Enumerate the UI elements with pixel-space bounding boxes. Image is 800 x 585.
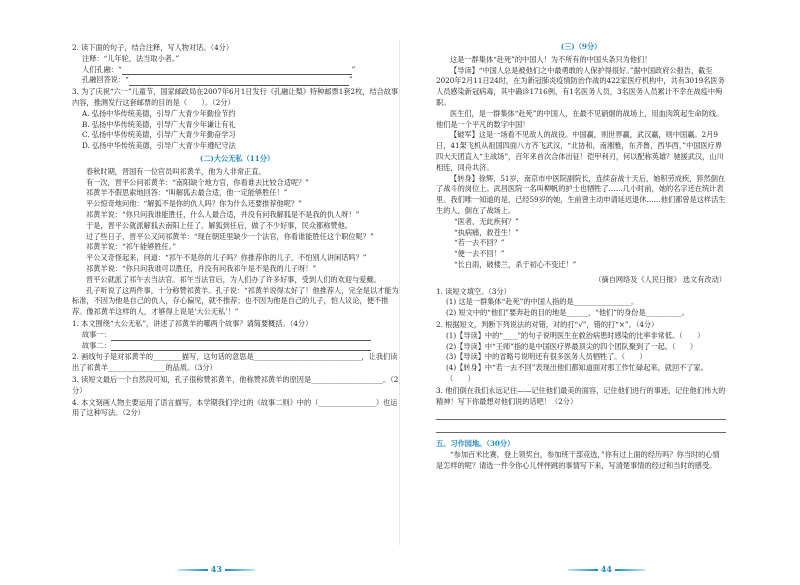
q2-line3: 孔融回答说：“ ” xyxy=(82,75,353,85)
section2-para-9: 平公又奇怪起来，问道：“祁午不是你的儿子吗？你推荐你的儿子，不怕别人讲闲话吗？” xyxy=(86,253,367,263)
poem-line-2: “执病痛，救苍生！” xyxy=(454,227,519,237)
section2-title: (二)大公无私（11分） xyxy=(199,153,275,163)
page-number-left xyxy=(178,563,255,575)
section2-para-12: 孔子听说了这两件事，十分称赞祁黄羊。孔子说：“祁黄羊说得太好了！他推荐人，完全是以才能为标准，不因为他是自己的仇人，存心偏见，就不推荐；也不因为他是自己的儿子，怕人议论，便不推荐。像祁黄羊这样的人，才够得上说是‘大公无私’！” xyxy=(72,285,399,317)
qb2-item-2: (2)【导读】中“王师”指的是中国医疗界最顶尖的四个团队聚到了一起。（ ） xyxy=(446,341,698,351)
section2-para-6: 于是，晋平公就派解狐去南阳上任了。解狐到任后，做了不少好事，民众都称赞他。 xyxy=(86,220,352,230)
qb1-item-1: (1) 这是一群集体“赴死”的中国人指的是________________。 xyxy=(446,297,639,307)
qb2-item-1: (1)【导读】中的“____”的句子说明医生在救治病患时感染的比率非常低。（ ） xyxy=(446,330,705,340)
q3-option-d: D. 弘扬中华传统美德，引导广大青少年遵纪守法 xyxy=(82,141,236,151)
section3-poem xyxy=(436,217,726,271)
page-number-right xyxy=(568,563,645,575)
section3-p2: 医生们，是一群集体“赴死”的中国人，在最不见硝烟的战场上，用血肉筑起生命防线。他们是一个平凡的数字中国！ xyxy=(436,108,724,129)
qa2-text: 2. 画线句子是对祁黄羊的________描写，这句话的意思是______________________________，让我们读出了祁黄羊________________的品质。（3分） xyxy=(72,352,398,373)
page-number-deco-left-2 xyxy=(568,569,598,571)
left-column xyxy=(72,42,400,419)
poem-line-5: “长白雨，破楼兰，杀于初心不变迁！” xyxy=(454,259,577,269)
section3-p1-body: “中国人总是被他们之中最勇敢的人保护得很好。”据中国政府公报告，截至2020年2月11日24时，在为新冠肺炎疫情防治作战的422家医疗机构中，共有3019名医务人员感染新冠病毒，其中确诊1716例，有1名医务人员，3名医务人员累计不幸在战疫中殉职。 xyxy=(436,65,725,107)
page-number-deco-right-2 xyxy=(615,569,645,571)
q3-option-a: A. 弘扬中华传统美德，引导广大青少年勤俭节约 xyxy=(82,108,236,118)
tag-pojun: 【破军】 xyxy=(450,130,479,140)
right-page xyxy=(400,0,800,585)
tag-daodu: 【导读】 xyxy=(450,65,479,75)
section2-para-8: 祁黄羊说：“祁午能够胜任。” xyxy=(86,242,177,252)
section3-p3 xyxy=(436,130,726,173)
qb1-item-2: (2) 短文中的“他们”要奔赴的目的地是______，“他们”的身份是__________。 xyxy=(446,308,689,318)
qb3-answer-line-1 xyxy=(436,407,726,420)
qa3-text: 3. 读短文最后一个自然段可知，孔子很称赞祁黄羊，他称赞祁黄羊的原因是____________________。（2分） xyxy=(72,374,399,395)
qa1-title: 1. 本文围绕“大公无私”，讲述了祁黄羊的哪两个故事？请简要概括。（4分） xyxy=(72,318,313,328)
section5-body: “参加百米比赛，登上领奖台，参加班干部竞选，”你有过上面的经历吗？你当时的心情是怎样的呢？请选一件令你心儿怦怦跳的事情写下来，写清楚事情的经过和当时的感受。 xyxy=(436,450,720,470)
page-number-deco-left xyxy=(178,569,208,571)
qa1-story2: 故事二： xyxy=(72,341,400,352)
q3-title: 3. 为了庆祝“六一”儿童节，国家邮政局在2007年6月1日发行《孔融让梨》特种邮票1套2枚，结合故事内容，推测发行这套邮票的目的是（ ）。（2分） xyxy=(72,87,399,107)
poem-line-3: “若一去不回？” xyxy=(454,238,505,248)
page-number-left-text: 43 xyxy=(210,564,222,574)
qa4-text: 4. 本文刻画人物主要运用了语言描写，本学期我们学过的《故事二则》中的（________________）也运用了这种写法。（2分） xyxy=(72,397,398,418)
section2-para-7: 过了些日子，晋平公又问祁黄羊：“现在朝廷里缺少一个法官，你看谁能胜任这个职位呢？” xyxy=(86,231,374,241)
section2-para-10: 祁黄羊说：“你只问我谁可以胜任，并没有问我祁午是不是我的儿子呀！” xyxy=(86,263,317,273)
poem-line-1: “医者，无此疾何？” xyxy=(454,216,519,226)
section3-p4 xyxy=(436,174,726,217)
section3-source: （摘自网络及《人民日报》 选文有改动） xyxy=(594,274,726,284)
qb3-title: 3. 他们倒在我们永远记住——记住他们最美的面容，记住他们进行的事迹，记住他们伟大的精神！写下你最想对他们说的话吧！（2分） xyxy=(436,385,726,406)
q3-options xyxy=(72,109,400,152)
q2-title: 2. 读下面的句子，结合注释，写人物对话。（4分） xyxy=(72,43,234,52)
page-number-right-text: 44 xyxy=(600,564,612,574)
qb2-item-4: (4)【转身】中“若一去不回”表现出他们都知道面对那工作忙碌起来，就回不了家。（ ） xyxy=(446,363,708,383)
qb3-answer-line-2 xyxy=(436,420,726,433)
section3-p3-body: 这是一场看不见敌人的战役。中国赢，则世界赢，武汉赢，则中国赢。2月9日，41架飞机从祖国四面八方齐飞武汉，“北协和，南湘雅，东齐鲁，西华西，”中国医疗界四大天团直入“主战场”，百年来首次合体出征！铠甲利刃，何以配称英雄？驰援武汉，山川相连，同舟共济。 xyxy=(436,130,724,172)
poem-line-4: “便一去不回！” xyxy=(454,249,505,259)
section5-title: 五、习作园地。（30分） xyxy=(436,439,515,449)
section3-lead: 这是一群集体“赴死”的中国人！为不所有的中国头条只为他们！ xyxy=(450,54,652,64)
section2-para-4: 平公惊奇地问他：“解狐不是你的仇人吗？你为什么还要推荐他呢？” xyxy=(86,199,302,209)
section3-title: (三)（9分） xyxy=(560,42,602,51)
q2-line2: 人们孔融：“ ” xyxy=(82,64,356,74)
q3-option-c: C. 弘扬中华传统美德，引导广大青少年勤奋学习 xyxy=(82,130,236,140)
section2-para-1: 春秋时期，晋国有一位官员叫祁黄羊，他为人非常正直。 xyxy=(86,166,266,176)
qb2-item-3: (3)【导读】中的省略号说明还有很多医务人员牺牲了。（ ） xyxy=(446,352,647,362)
qa1-story1: 故事一： xyxy=(72,330,400,341)
section2-para-2: 有一次，晋平公问祁黄羊：“南阳缺个地方官，你看谁去比较合适呢？” xyxy=(86,177,309,187)
q3-option-b: B. 弘扬中华传统美德，引导广大青少年谦让有礼 xyxy=(82,119,236,129)
section3-p4-body: 徐辉，51岁，南京市中医院副院长，连续奋战十天后，她积劳成疾，猝然倒在了战斗的岗位上。武昌医院一名叫柳帆的护士也牺牲了……几小时前，她的名字还在统计表里。我们唯一知道的是，已经59岁的她，生前曾主动申请延迟退休……他们都曾是这样活生生的人，倒在了战场上。 xyxy=(436,173,726,215)
tag-zhuanshen: 【转身】 xyxy=(450,173,479,183)
qb2-title: 2. 根据短文，判断下列说法的对错，对的打“√”，错的打“×”。（4分） xyxy=(436,319,659,329)
qb1-title: 1. 读短文填空。（3分） xyxy=(436,286,511,296)
right-column xyxy=(436,42,726,472)
section3-p1 xyxy=(436,66,726,109)
section2-para-11: 晋平公就派了祁午去当法官。祁午当法官后，为人们办了许多好事，受到人们的欢迎与爱戴。 xyxy=(86,274,381,284)
page-number-deco-right xyxy=(225,569,255,571)
section2-para-3: 祁黄羊不假思索地回答：“叫解狐去最合适，他一定能够胜任！” xyxy=(86,188,288,198)
section2-para-5: 祁黄羊说：“你只问我谁能胜任，什么人最合适，并没有问我解狐是不是我的仇人呀！” xyxy=(86,209,360,219)
q2-note: 注释：“儿年轮，法当取小者。” xyxy=(82,53,180,63)
